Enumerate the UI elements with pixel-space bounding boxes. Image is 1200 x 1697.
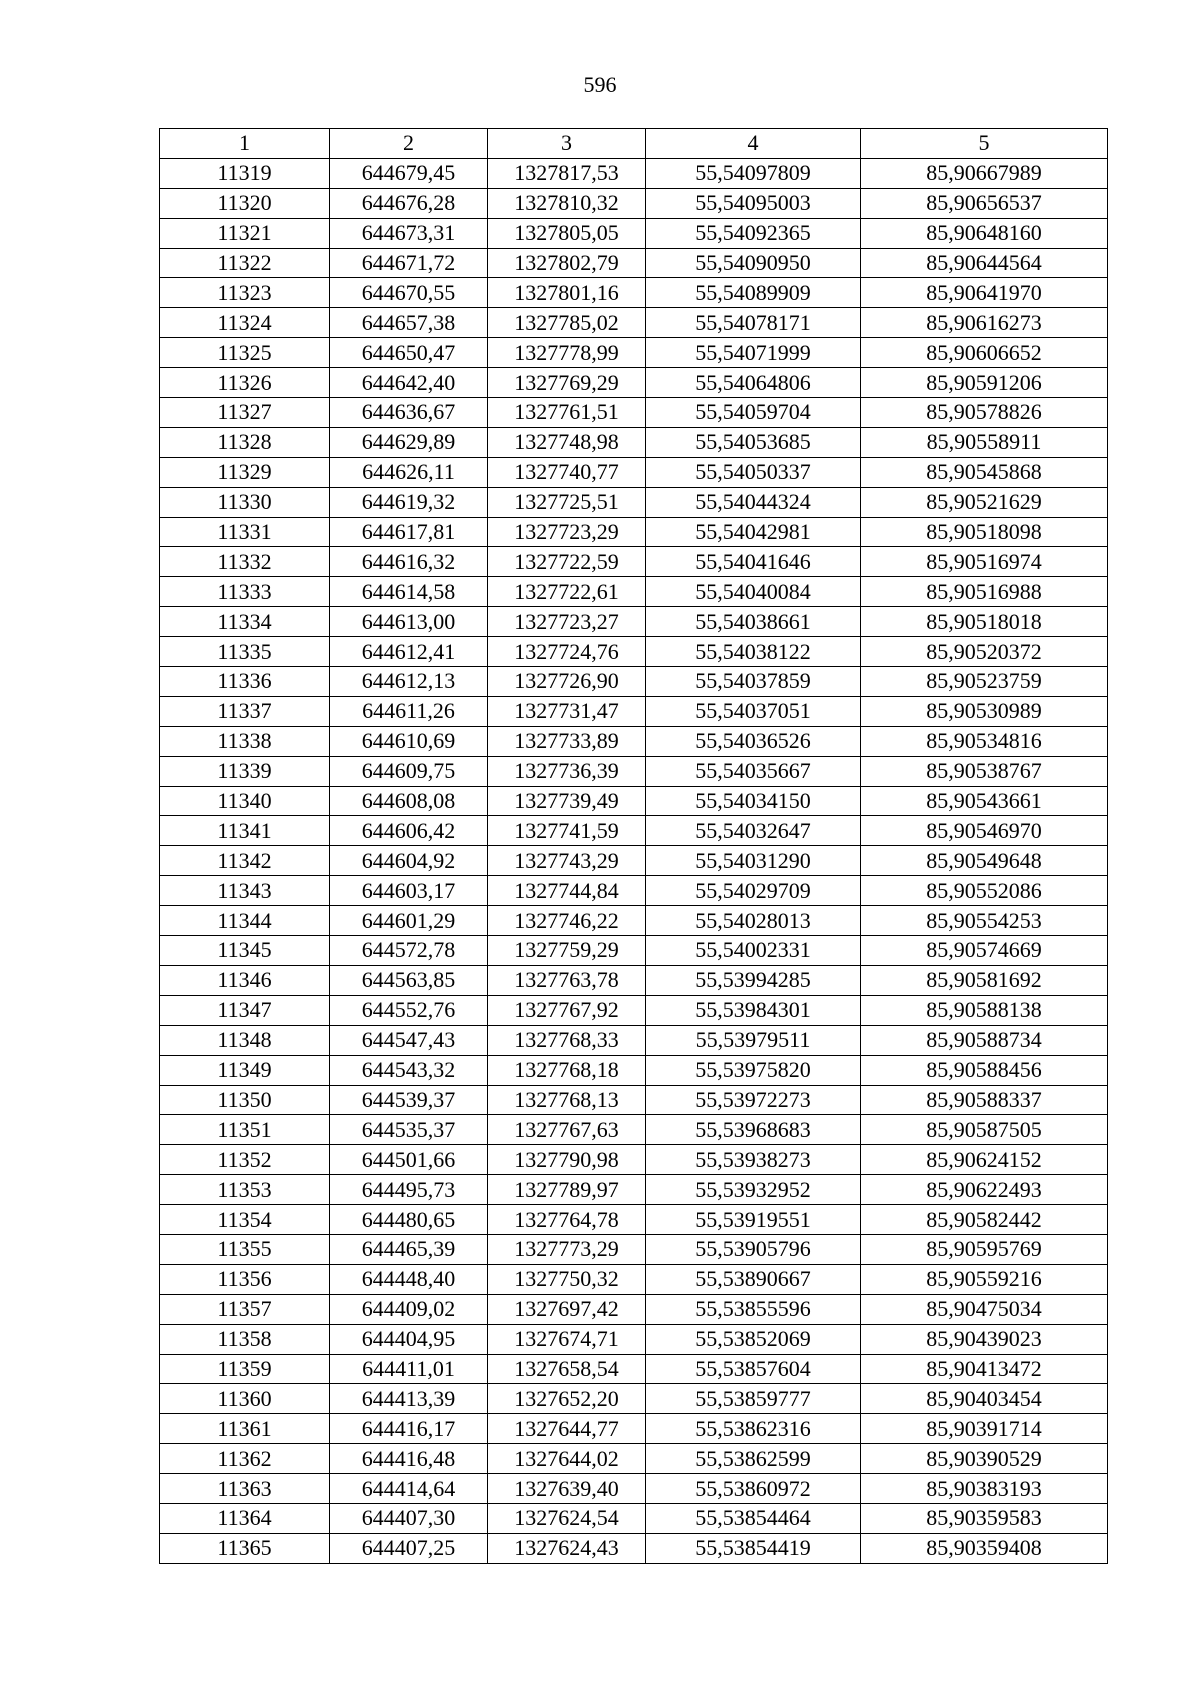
x-coordinate-cell: 644626,11 (330, 457, 488, 487)
point-number-cell: 11341 (160, 816, 330, 846)
x-coordinate-cell: 644603,17 (330, 876, 488, 906)
column-header-3: 3 (488, 129, 646, 159)
x-coordinate-cell: 644676,28 (330, 188, 488, 218)
y-coordinate-cell: 1327769,29 (488, 368, 646, 398)
point-number-cell: 11334 (160, 607, 330, 637)
latitude-cell: 55,53859777 (646, 1384, 861, 1414)
longitude-cell: 85,90622493 (861, 1175, 1108, 1205)
latitude-cell: 55,53905796 (646, 1234, 861, 1264)
point-number-cell: 11340 (160, 786, 330, 816)
point-number-cell: 11338 (160, 726, 330, 756)
latitude-cell: 55,53890667 (646, 1264, 861, 1294)
x-coordinate-cell: 644543,32 (330, 1055, 488, 1085)
x-coordinate-cell: 644465,39 (330, 1234, 488, 1264)
table-row (160, 1324, 1108, 1354)
table-row (160, 398, 1108, 428)
point-number-cell: 11321 (160, 218, 330, 248)
latitude-cell: 55,53932952 (646, 1175, 861, 1205)
longitude-cell: 85,90391714 (861, 1414, 1108, 1444)
y-coordinate-cell: 1327724,76 (488, 637, 646, 667)
latitude-cell: 55,54035667 (646, 756, 861, 786)
y-coordinate-cell: 1327768,13 (488, 1085, 646, 1115)
longitude-cell: 85,90538767 (861, 756, 1108, 786)
longitude-cell: 85,90413472 (861, 1354, 1108, 1384)
coordinates-table (159, 128, 1108, 1564)
longitude-cell: 85,90390529 (861, 1444, 1108, 1474)
y-coordinate-cell: 1327723,29 (488, 517, 646, 547)
column-header-5: 5 (861, 129, 1108, 159)
table-row (160, 1533, 1108, 1563)
longitude-cell: 85,90383193 (861, 1474, 1108, 1504)
y-coordinate-cell: 1327746,22 (488, 906, 646, 936)
table-row (160, 487, 1108, 517)
latitude-cell: 55,53979511 (646, 1025, 861, 1055)
point-number-cell: 11348 (160, 1025, 330, 1055)
latitude-cell: 55,54040084 (646, 577, 861, 607)
point-number-cell: 11329 (160, 457, 330, 487)
longitude-cell: 85,90439023 (861, 1324, 1108, 1354)
y-coordinate-cell: 1327805,05 (488, 218, 646, 248)
x-coordinate-cell: 644609,75 (330, 756, 488, 786)
point-number-cell: 11360 (160, 1384, 330, 1414)
latitude-cell: 55,54041646 (646, 547, 861, 577)
point-number-cell: 11365 (160, 1533, 330, 1563)
table-row (160, 786, 1108, 816)
column-header-4: 4 (646, 129, 861, 159)
longitude-cell: 85,90521629 (861, 487, 1108, 517)
y-coordinate-cell: 1327639,40 (488, 1474, 646, 1504)
point-number-cell: 11330 (160, 487, 330, 517)
longitude-cell: 85,90516988 (861, 577, 1108, 607)
latitude-cell: 55,53854464 (646, 1503, 861, 1533)
y-coordinate-cell: 1327723,27 (488, 607, 646, 637)
table-row (160, 906, 1108, 936)
y-coordinate-cell: 1327748,98 (488, 427, 646, 457)
y-coordinate-cell: 1327731,47 (488, 696, 646, 726)
point-number-cell: 11352 (160, 1145, 330, 1175)
longitude-cell: 85,90588734 (861, 1025, 1108, 1055)
latitude-cell: 55,54050337 (646, 457, 861, 487)
latitude-cell: 55,53938273 (646, 1145, 861, 1175)
latitude-cell: 55,53855596 (646, 1294, 861, 1324)
y-coordinate-cell: 1327741,59 (488, 816, 646, 846)
y-coordinate-cell: 1327733,89 (488, 726, 646, 756)
y-coordinate-cell: 1327810,32 (488, 188, 646, 218)
latitude-cell: 55,54089909 (646, 278, 861, 308)
table-row (160, 756, 1108, 786)
point-number-cell: 11351 (160, 1115, 330, 1145)
longitude-cell: 85,90587505 (861, 1115, 1108, 1145)
y-coordinate-cell: 1327644,77 (488, 1414, 646, 1444)
latitude-cell: 55,54038122 (646, 637, 861, 667)
latitude-cell: 55,53862316 (646, 1414, 861, 1444)
table-row (160, 846, 1108, 876)
longitude-cell: 85,90578826 (861, 398, 1108, 428)
x-coordinate-cell: 644629,89 (330, 427, 488, 457)
table-row (160, 816, 1108, 846)
longitude-cell: 85,90559216 (861, 1264, 1108, 1294)
longitude-cell: 85,90534816 (861, 726, 1108, 756)
y-coordinate-cell: 1327761,51 (488, 398, 646, 428)
point-number-cell: 11331 (160, 517, 330, 547)
y-coordinate-cell: 1327759,29 (488, 936, 646, 966)
table-header-row (160, 129, 1108, 159)
point-number-cell: 11358 (160, 1324, 330, 1354)
y-coordinate-cell: 1327801,16 (488, 278, 646, 308)
table-row (160, 637, 1108, 667)
table-row (160, 427, 1108, 457)
latitude-cell: 55,54090950 (646, 248, 861, 278)
longitude-cell: 85,90595769 (861, 1234, 1108, 1264)
latitude-cell: 55,54071999 (646, 338, 861, 368)
point-number-cell: 11324 (160, 308, 330, 338)
point-number-cell: 11355 (160, 1234, 330, 1264)
point-number-cell: 11344 (160, 906, 330, 936)
point-number-cell: 11349 (160, 1055, 330, 1085)
latitude-cell: 55,54064806 (646, 368, 861, 398)
point-number-cell: 11342 (160, 846, 330, 876)
longitude-cell: 85,90667989 (861, 158, 1108, 188)
latitude-cell: 55,54037859 (646, 667, 861, 697)
longitude-cell: 85,90403454 (861, 1384, 1108, 1414)
table-row (160, 1444, 1108, 1474)
y-coordinate-cell: 1327817,53 (488, 158, 646, 188)
point-number-cell: 11343 (160, 876, 330, 906)
longitude-cell: 85,90606652 (861, 338, 1108, 368)
x-coordinate-cell: 644679,45 (330, 158, 488, 188)
x-coordinate-cell: 644416,48 (330, 1444, 488, 1474)
table-row (160, 308, 1108, 338)
longitude-cell: 85,90641970 (861, 278, 1108, 308)
x-coordinate-cell: 644604,92 (330, 846, 488, 876)
table-row (160, 1025, 1108, 1055)
x-coordinate-cell: 644612,41 (330, 637, 488, 667)
latitude-cell: 55,54097809 (646, 158, 861, 188)
point-number-cell: 11335 (160, 637, 330, 667)
latitude-cell: 55,54031290 (646, 846, 861, 876)
x-coordinate-cell: 644416,17 (330, 1414, 488, 1444)
y-coordinate-cell: 1327778,99 (488, 338, 646, 368)
longitude-cell: 85,90523759 (861, 667, 1108, 697)
table-row (160, 577, 1108, 607)
longitude-cell: 85,90588337 (861, 1085, 1108, 1115)
y-coordinate-cell: 1327767,92 (488, 995, 646, 1025)
point-number-cell: 11322 (160, 248, 330, 278)
x-coordinate-cell: 644619,32 (330, 487, 488, 517)
point-number-cell: 11357 (160, 1294, 330, 1324)
y-coordinate-cell: 1327763,78 (488, 965, 646, 995)
y-coordinate-cell: 1327652,20 (488, 1384, 646, 1414)
table-row (160, 876, 1108, 906)
longitude-cell: 85,90616273 (861, 308, 1108, 338)
longitude-cell: 85,90656537 (861, 188, 1108, 218)
x-coordinate-cell: 644414,64 (330, 1474, 488, 1504)
latitude-cell: 55,53994285 (646, 965, 861, 995)
y-coordinate-cell: 1327644,02 (488, 1444, 646, 1474)
latitude-cell: 55,54095003 (646, 188, 861, 218)
table-row (160, 696, 1108, 726)
longitude-cell: 85,90648160 (861, 218, 1108, 248)
y-coordinate-cell: 1327767,63 (488, 1115, 646, 1145)
latitude-cell: 55,54037051 (646, 696, 861, 726)
x-coordinate-cell: 644501,66 (330, 1145, 488, 1175)
table-row (160, 1294, 1108, 1324)
x-coordinate-cell: 644673,31 (330, 218, 488, 248)
point-number-cell: 11356 (160, 1264, 330, 1294)
x-coordinate-cell: 644610,69 (330, 726, 488, 756)
longitude-cell: 85,90545868 (861, 457, 1108, 487)
x-coordinate-cell: 644535,37 (330, 1115, 488, 1145)
longitude-cell: 85,90591206 (861, 368, 1108, 398)
y-coordinate-cell: 1327624,43 (488, 1533, 646, 1563)
longitude-cell: 85,90518018 (861, 607, 1108, 637)
table-row (160, 218, 1108, 248)
longitude-cell: 85,90624152 (861, 1145, 1108, 1175)
y-coordinate-cell: 1327789,97 (488, 1175, 646, 1205)
y-coordinate-cell: 1327740,77 (488, 457, 646, 487)
x-coordinate-cell: 644614,58 (330, 577, 488, 607)
y-coordinate-cell: 1327726,90 (488, 667, 646, 697)
x-coordinate-cell: 644411,01 (330, 1354, 488, 1384)
latitude-cell: 55,54044324 (646, 487, 861, 517)
y-coordinate-cell: 1327722,59 (488, 547, 646, 577)
longitude-cell: 85,90516974 (861, 547, 1108, 577)
latitude-cell: 55,54032647 (646, 816, 861, 846)
longitude-cell: 85,90558911 (861, 427, 1108, 457)
point-number-cell: 11336 (160, 667, 330, 697)
latitude-cell: 55,53862599 (646, 1444, 861, 1474)
column-header-2: 2 (330, 129, 488, 159)
y-coordinate-cell: 1327743,29 (488, 846, 646, 876)
longitude-cell: 85,90588138 (861, 995, 1108, 1025)
longitude-cell: 85,90359583 (861, 1503, 1108, 1533)
x-coordinate-cell: 644657,38 (330, 308, 488, 338)
point-number-cell: 11346 (160, 965, 330, 995)
latitude-cell: 55,54002331 (646, 936, 861, 966)
x-coordinate-cell: 644601,29 (330, 906, 488, 936)
x-coordinate-cell: 644572,78 (330, 936, 488, 966)
latitude-cell: 55,54029709 (646, 876, 861, 906)
table-row (160, 1354, 1108, 1384)
table-body (160, 158, 1108, 1563)
latitude-cell: 55,54078171 (646, 308, 861, 338)
x-coordinate-cell: 644636,67 (330, 398, 488, 428)
x-coordinate-cell: 644552,76 (330, 995, 488, 1025)
table-row (160, 248, 1108, 278)
longitude-cell: 85,90520372 (861, 637, 1108, 667)
y-coordinate-cell: 1327736,39 (488, 756, 646, 786)
longitude-cell: 85,90549648 (861, 846, 1108, 876)
point-number-cell: 11328 (160, 427, 330, 457)
point-number-cell: 11347 (160, 995, 330, 1025)
x-coordinate-cell: 644413,39 (330, 1384, 488, 1414)
longitude-cell: 85,90546970 (861, 816, 1108, 846)
longitude-cell: 85,90574669 (861, 936, 1108, 966)
latitude-cell: 55,53984301 (646, 995, 861, 1025)
table-row (160, 995, 1108, 1025)
latitude-cell: 55,54038661 (646, 607, 861, 637)
table-row (160, 547, 1108, 577)
x-coordinate-cell: 644611,26 (330, 696, 488, 726)
page-number: 596 (583, 72, 617, 97)
table-row (160, 1234, 1108, 1264)
y-coordinate-cell: 1327624,54 (488, 1503, 646, 1533)
latitude-cell: 55,54059704 (646, 398, 861, 428)
x-coordinate-cell: 644480,65 (330, 1205, 488, 1235)
y-coordinate-cell: 1327725,51 (488, 487, 646, 517)
table-row (160, 607, 1108, 637)
point-number-cell: 11327 (160, 398, 330, 428)
table-row (160, 1115, 1108, 1145)
point-number-cell: 11362 (160, 1444, 330, 1474)
longitude-cell: 85,90582442 (861, 1205, 1108, 1235)
table-row (160, 965, 1108, 995)
point-number-cell: 11319 (160, 158, 330, 188)
longitude-cell: 85,90475034 (861, 1294, 1108, 1324)
table-row (160, 667, 1108, 697)
table-row (160, 726, 1108, 756)
y-coordinate-cell: 1327768,18 (488, 1055, 646, 1085)
table-row (160, 1384, 1108, 1414)
point-number-cell: 11323 (160, 278, 330, 308)
point-number-cell: 11325 (160, 338, 330, 368)
x-coordinate-cell: 644617,81 (330, 517, 488, 547)
table-row (160, 338, 1108, 368)
y-coordinate-cell: 1327674,71 (488, 1324, 646, 1354)
longitude-cell: 85,90359408 (861, 1533, 1108, 1563)
longitude-cell: 85,90581692 (861, 965, 1108, 995)
longitude-cell: 85,90554253 (861, 906, 1108, 936)
latitude-cell: 55,54036526 (646, 726, 861, 756)
point-number-cell: 11332 (160, 547, 330, 577)
x-coordinate-cell: 644608,08 (330, 786, 488, 816)
table-row (160, 1474, 1108, 1504)
y-coordinate-cell: 1327773,29 (488, 1234, 646, 1264)
table-row (160, 1175, 1108, 1205)
latitude-cell: 55,53860972 (646, 1474, 861, 1504)
latitude-cell: 55,54034150 (646, 786, 861, 816)
latitude-cell: 55,53975820 (646, 1055, 861, 1085)
point-number-cell: 11326 (160, 368, 330, 398)
x-coordinate-cell: 644547,43 (330, 1025, 488, 1055)
latitude-cell: 55,54028013 (646, 906, 861, 936)
point-number-cell: 11354 (160, 1205, 330, 1235)
table-row (160, 188, 1108, 218)
longitude-cell: 85,90530989 (861, 696, 1108, 726)
latitude-cell: 55,53972273 (646, 1085, 861, 1115)
x-coordinate-cell: 644616,32 (330, 547, 488, 577)
y-coordinate-cell: 1327750,32 (488, 1264, 646, 1294)
table-row (160, 1085, 1108, 1115)
point-number-cell: 11353 (160, 1175, 330, 1205)
table-row (160, 278, 1108, 308)
y-coordinate-cell: 1327790,98 (488, 1145, 646, 1175)
table-row (160, 1414, 1108, 1444)
table-row (160, 936, 1108, 966)
x-coordinate-cell: 644671,72 (330, 248, 488, 278)
y-coordinate-cell: 1327739,49 (488, 786, 646, 816)
point-number-cell: 11361 (160, 1414, 330, 1444)
table-row (160, 1264, 1108, 1294)
point-number-cell: 11350 (160, 1085, 330, 1115)
longitude-cell: 85,90588456 (861, 1055, 1108, 1085)
point-number-cell: 11320 (160, 188, 330, 218)
table-row (160, 368, 1108, 398)
point-number-cell: 11333 (160, 577, 330, 607)
table-row (160, 1145, 1108, 1175)
y-coordinate-cell: 1327658,54 (488, 1354, 646, 1384)
x-coordinate-cell: 644670,55 (330, 278, 488, 308)
y-coordinate-cell: 1327744,84 (488, 876, 646, 906)
latitude-cell: 55,54092365 (646, 218, 861, 248)
longitude-cell: 85,90543661 (861, 786, 1108, 816)
point-number-cell: 11345 (160, 936, 330, 966)
latitude-cell: 55,53968683 (646, 1115, 861, 1145)
y-coordinate-cell: 1327768,33 (488, 1025, 646, 1055)
table-row (160, 158, 1108, 188)
latitude-cell: 55,53919551 (646, 1205, 861, 1235)
y-coordinate-cell: 1327722,61 (488, 577, 646, 607)
table-row (160, 1055, 1108, 1085)
table-row (160, 1205, 1108, 1235)
longitude-cell: 85,90644564 (861, 248, 1108, 278)
latitude-cell: 55,54042981 (646, 517, 861, 547)
x-coordinate-cell: 644495,73 (330, 1175, 488, 1205)
point-number-cell: 11363 (160, 1474, 330, 1504)
table-row (160, 1503, 1108, 1533)
x-coordinate-cell: 644404,95 (330, 1324, 488, 1354)
point-number-cell: 11339 (160, 756, 330, 786)
x-coordinate-cell: 644539,37 (330, 1085, 488, 1115)
x-coordinate-cell: 644612,13 (330, 667, 488, 697)
longitude-cell: 85,90518098 (861, 517, 1108, 547)
x-coordinate-cell: 644407,25 (330, 1533, 488, 1563)
table-row (160, 517, 1108, 547)
x-coordinate-cell: 644409,02 (330, 1294, 488, 1324)
y-coordinate-cell: 1327785,02 (488, 308, 646, 338)
y-coordinate-cell: 1327697,42 (488, 1294, 646, 1324)
latitude-cell: 55,53852069 (646, 1324, 861, 1354)
table-row (160, 457, 1108, 487)
point-number-cell: 11337 (160, 696, 330, 726)
latitude-cell: 55,54053685 (646, 427, 861, 457)
latitude-cell: 55,53854419 (646, 1533, 861, 1563)
x-coordinate-cell: 644448,40 (330, 1264, 488, 1294)
x-coordinate-cell: 644642,40 (330, 368, 488, 398)
latitude-cell: 55,53857604 (646, 1354, 861, 1384)
point-number-cell: 11359 (160, 1354, 330, 1384)
x-coordinate-cell: 644650,47 (330, 338, 488, 368)
y-coordinate-cell: 1327764,78 (488, 1205, 646, 1235)
x-coordinate-cell: 644563,85 (330, 965, 488, 995)
column-header-1: 1 (160, 129, 330, 159)
longitude-cell: 85,90552086 (861, 876, 1108, 906)
x-coordinate-cell: 644613,00 (330, 607, 488, 637)
x-coordinate-cell: 644407,30 (330, 1503, 488, 1533)
x-coordinate-cell: 644606,42 (330, 816, 488, 846)
point-number-cell: 11364 (160, 1503, 330, 1533)
y-coordinate-cell: 1327802,79 (488, 248, 646, 278)
